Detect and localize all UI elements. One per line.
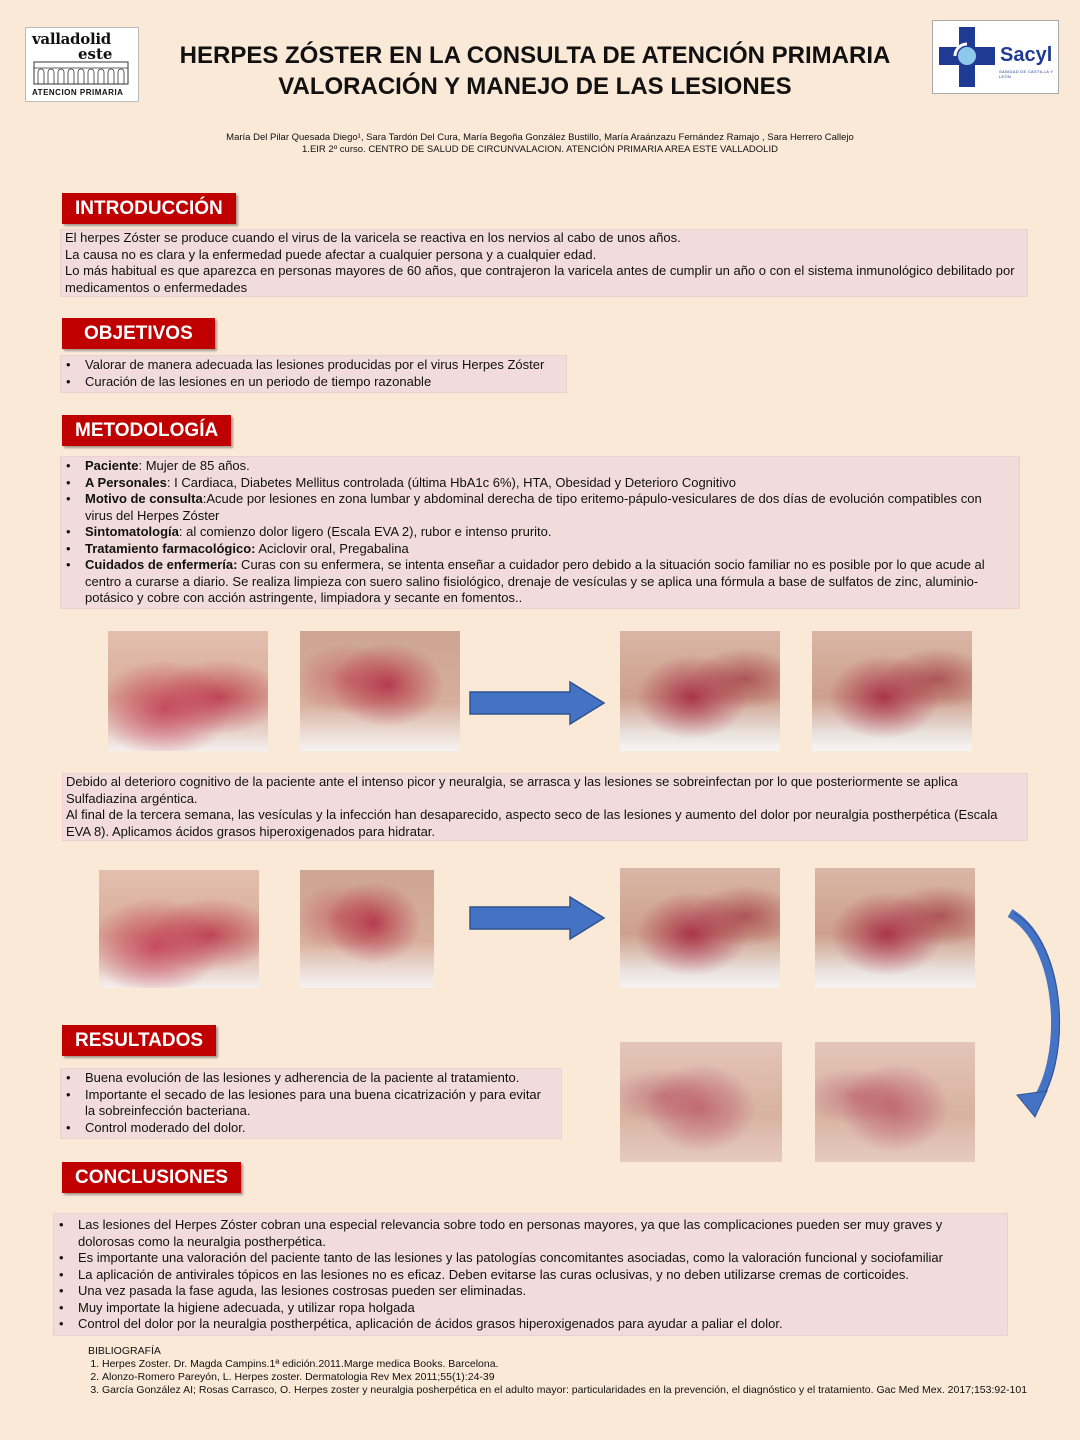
objetivos-box	[60, 355, 567, 393]
metodologia-item: • Paciente: Mujer de 85 años.	[61, 458, 1007, 475]
evolucion-p2: Al final de la tercera semana, las vesículas y la infección han desaparecido, aspecto seco de las lesiones y aumento del dolor por neuralgia postherpética (Escala EVA 8). Aplicamos ácidos grasos hiperoxigenados para hidratar.	[66, 807, 998, 839]
objetivos-label: OBJETIVOS	[62, 318, 215, 349]
metodologia-label: METODOLOGÍA	[62, 415, 231, 446]
sacyl-cross-icon	[937, 25, 999, 89]
bibliografia-item: 3. García González AI; Rosas Carrasco, O. Herpes zoster y neuralgia posherpética en el adulto mayor: particularidades en la prevención, el diagnóstico y el tratamiento. Gac Med Mex. 2017;153:92-101	[102, 1384, 1048, 1397]
lesion-photo	[300, 870, 434, 988]
conclusiones-label: CONCLUSIONES	[62, 1162, 241, 1193]
metodologia-box	[60, 456, 1020, 609]
lesion-photo	[620, 631, 780, 751]
introduccion-box	[60, 229, 1028, 297]
metodologia-item: • A Personales: I Cardiaca, Diabetes Mellitus controlada (última HbA1c 6%), HTA, Obesidad y Deterioro Cognitivo	[61, 475, 1007, 492]
lesion-photo	[108, 631, 268, 751]
introduccion-label: INTRODUCCIÓN	[62, 193, 236, 224]
resultados-item: • Control moderado del dolor.	[61, 1120, 553, 1137]
logo-left-line3: ATENCION PRIMARIA	[32, 88, 124, 97]
resultados-item: • Buena evolución de las lesiones y adherencia de la paciente al tratamiento.	[61, 1070, 553, 1087]
conclusiones-item: • Control del dolor por la neuralgia postherpética, aplicación de ácidos grasos hiperoxigenados para ayudar a paliar el dolor.	[54, 1316, 987, 1333]
logo-left-line1: valladolid	[32, 30, 111, 48]
objetivos-item: • Curación de las lesiones en un periodo de tiempo razonable	[61, 374, 566, 391]
conclusiones-item: • Las lesiones del Herpes Zóster cobran una especial relevancia sobre todo en personas mayores, ya que las complicaciones pueden ser muy graves y dolorosas como la neuralgia postherpética.	[54, 1217, 987, 1250]
bibliografia-label: BIBLIOGRAFÍA	[88, 1345, 161, 1357]
lesion-photo	[99, 870, 259, 988]
metodologia-item: • Cuidados de enfermería: Curas con su enfermera, se intenta enseñar a cuidador pero debido a la situación socio familiar no es posible por lo que acude al centro a curarse a diario. Se realiza limpieza con suero salino fisiológico, drenaje de vesículas y se aplica una fórmula a base de sulfatos de zinc, aluminio-potásico y cobre con acción astringente, limpiadora y secante en fomentos..	[61, 557, 1007, 607]
conclusiones-item: • Es importante una valoración del paciente tanto de las lesiones y las patologías concomitantes asociadas, como la valoración funcional y sociofamiliar	[54, 1250, 987, 1267]
resultados-label: RESULTADOS	[62, 1025, 216, 1056]
curved-down-arrow-icon	[1005, 905, 1075, 1135]
right-arrow-icon	[468, 895, 608, 941]
conclusiones-box	[53, 1213, 1008, 1336]
coliseum-icon	[32, 58, 130, 86]
title-line-1: HERPES ZÓSTER EN LA CONSULTA DE ATENCIÓN PRIMARIA	[179, 42, 891, 69]
introduccion-p3: Lo más habitual es que aparezca en personas mayores de 60 años, que contrajeron la varicela antes de cumplir un año o con el sistema inmunológico debilitado por medicamentos o enfermedades	[65, 263, 1015, 295]
authors: María Del Pilar Quesada Diego¹, Sara Tardón Del Cura, María Begoña González Bustillo, María Araánzazu Fernández Ramajo , Sara Herrero Callejo	[226, 132, 854, 143]
evolucion-box	[62, 773, 1028, 841]
lesion-photo	[812, 631, 972, 751]
introduccion-p2: La causa no es clara y la enfermedad puede afectar a cualquier persona y a cualquier edad.	[65, 246, 597, 262]
metodologia-item: • Tratamiento farmacológico: Aciclovir oral, Pregabalina	[61, 541, 1007, 558]
lesion-photo	[620, 1042, 782, 1162]
sacyl-logo-subtext: SANIDAD DE CASTILLA Y LEÓN	[999, 69, 1054, 79]
authors-block	[140, 132, 940, 156]
objetivos-item: • Valorar de manera adecuada las lesiones producidas por el virus Herpes Zóster	[61, 357, 566, 374]
metodologia-item: • Sintomatología: al comienzo dolor ligero (Escala EVA 2), rubor e intenso prurito.	[61, 524, 1007, 541]
valladolid-este-logo	[25, 27, 139, 102]
lesion-photo	[300, 631, 460, 751]
sacyl-logo	[932, 20, 1059, 94]
conclusiones-item: • La aplicación de antivirales tópicos en las lesiones no es eficaz. Deben evitarse las curas oclusivas, y no deben utilizarse cremas de corticoides.	[54, 1267, 987, 1284]
conclusiones-item: • Una vez pasada la fase aguda, las lesiones costrosas pueden ser eliminadas.	[54, 1283, 987, 1300]
metodologia-item: • Motivo de consulta:Acude por lesiones en zona lumbar y abdominal derecha de tipo eritemo-pápulo-vesiculares de dos días de evolución compatibles con virus del Herpes Zóster	[61, 491, 1007, 524]
sacyl-logo-text: Sacyl	[1000, 44, 1053, 66]
bibliografia	[88, 1345, 1048, 1397]
bibliografia-item: 2. Alonzo-Romero Pareyón, L. Herpes zoster. Dermatologia Rev Mex 2011;55(1):24-39	[102, 1371, 1048, 1384]
logo-left-line2: este	[78, 45, 113, 63]
introduccion-p1: El herpes Zóster se produce cuando el virus de la varicela se reactiva en los nervios al cabo de unos años.	[65, 230, 681, 245]
evolucion-p1: Debido al deterioro cognitivo de la paciente ante el intenso picor y neuralgia, se arrasca y las lesiones se sobreinfectan por lo que posteriormente se aplica Sulfadiazina argéntica.	[66, 774, 958, 806]
title-line-2: VALORACIÓN Y MANEJO DE LAS LESIONES	[278, 73, 792, 100]
right-arrow-icon	[468, 680, 608, 726]
lesion-photo	[620, 868, 780, 988]
affiliation: 1.EIR 2º curso. CENTRO DE SALUD DE CIRCUNVALACION. ATENCIÓN PRIMARIA AREA ESTE VALLADOLID	[302, 144, 778, 155]
bibliografia-item: 1. Herpes Zoster. Dr. Magda Campins.1ª edición.2011.Marge medica Books. Barcelona.	[102, 1358, 1048, 1371]
resultados-item: • Importante el secado de las lesiones para una buena cicatrización y para evitar la sobreinfección bacteriana.	[61, 1087, 553, 1120]
poster-title	[140, 40, 930, 102]
resultados-box	[60, 1068, 562, 1139]
lesion-photo	[815, 868, 975, 988]
conclusiones-item: • Muy importate la higiene adecuada, y utilizar ropa holgada	[54, 1300, 987, 1317]
lesion-photo	[815, 1042, 975, 1162]
